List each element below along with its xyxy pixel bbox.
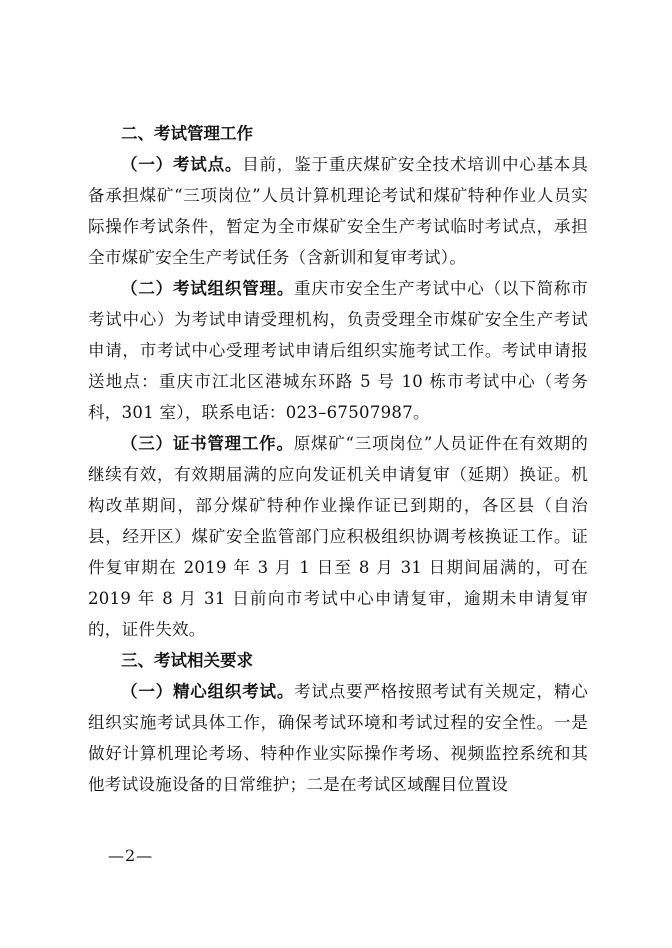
paragraph-lead: （二）考试组织管理。: [121, 279, 295, 298]
paragraph-lead: （一）考试点。: [121, 155, 243, 174]
section-heading-exam-requirements: 三、考试相关要求: [121, 651, 253, 670]
paragraph-text: 原煤矿“三项岗位”人员证件在有效期的继续有效，有效期届满的应向发证机关申请复审（延期）换证。机构改革期间，部分煤矿特种作业操作证已到期的，各区县（自治县，经开区）煤矿安全监管部门应积极组织协调考核换证工作。证件复审期在 2019 年 3 月 1 日至 8 月 31 日期间届满的，可在 2019 年 8 月 31 日前向市考试中心申请复审，逾期未申请复审的，证件失效。: [88, 434, 588, 639]
paragraph-exam-organization: [88, 273, 588, 428]
paragraph-lead: （三）证书管理工作。: [121, 434, 294, 453]
page-number: —2—: [108, 846, 154, 865]
paragraph-text: 目前，鉴于重庆煤矿安全技术培训中心基本具备承担煤矿“三项岗位”人员计算机理论考试和煤矿特种作业人员实际操作考试条件，暂定为全市煤矿安全生产考试临时考试点，承担全市煤矿安全生产考试任务（含新训和复审考试）。: [88, 155, 589, 267]
page-body: [88, 118, 588, 800]
paragraph-organize-exam: [88, 676, 588, 800]
paragraph-text: 重庆市安全生产考试中心（以下简称市考试中心）为考试申请受理机构，负责受理全市煤矿安全生产考试申请，市考试中心受理考试申请后组织实施考试工作。考试申请报送地点：重庆市江北区港城东环路 5 号 10 栋市考试中心（考务科，301 室），联系电话：023–67507987。: [88, 279, 588, 422]
paragraph-certificate-management: [88, 428, 588, 645]
section-heading-exam-management: 二、考试管理工作: [121, 124, 253, 143]
paragraph-exam-site: [88, 149, 588, 273]
paragraph-text: 考试点要严格按照考试有关规定，精心组织实施考试具体工作，确保考试环境和考试过程的安全性。一是做好计算机理论考场、特种作业实际操作考场、视频监控系统和其他考试设施设备的日常维护；二是在考试区域醒目位置设: [88, 682, 588, 794]
paragraph-lead: （一）精心组织考试。: [121, 682, 295, 701]
